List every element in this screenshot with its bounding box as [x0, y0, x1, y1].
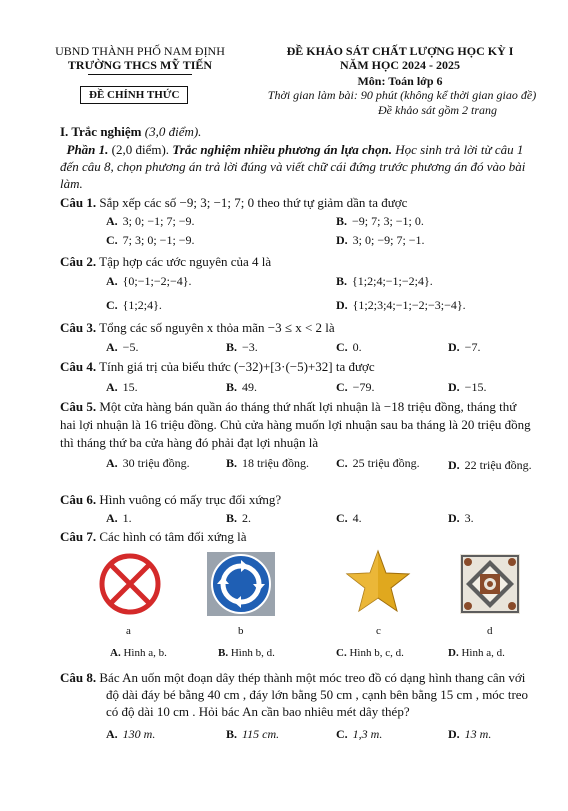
figure-label-b: b — [238, 625, 244, 637]
q1-option-c: C. 7; 3; 0; −1; −9. — [106, 233, 195, 247]
part-label: Phần 1. — [66, 142, 109, 157]
q4-label: Câu 4. — [60, 359, 97, 374]
instruction-text: Học sinh trả lời từ câu 1 đến câu 8, chọn phương án trả lời đúng và viết chữ cái đứng trước phương án đó vào bài làm. — [60, 142, 526, 191]
question-7 — [60, 529, 247, 545]
q6-text: Hình vuông có mấy trục đối xứng? — [99, 492, 282, 507]
q1-option-a: A. 3; 0; −1; 7; −9. — [106, 214, 195, 228]
q4-option-c: C. −79. — [336, 380, 375, 394]
question-8 — [60, 669, 534, 720]
question-5 — [60, 398, 532, 452]
q4-text: Tính giá trị của biểu thức (−32)+[3·(−5)+32] ta được — [99, 359, 375, 374]
q1-text: Sắp xếp các số −9; 3; −1; 7; 0 theo thứ tự giảm dần ta được — [99, 195, 408, 210]
q5-option-d: D. 22 triệu đồng. — [448, 458, 532, 472]
q7-option-b: B. Hình b, d. — [218, 647, 275, 659]
q8-option-b: B. 115 cm. — [226, 727, 280, 741]
q8-option-d: D. 13 m. — [448, 727, 492, 741]
section-points: (3,0 điểm). — [144, 124, 202, 139]
star-icon — [345, 549, 411, 615]
question-1 — [60, 195, 407, 211]
q7-label: Câu 7. — [60, 529, 97, 544]
q6-option-a: A. 1. — [106, 511, 132, 525]
roundabout-sign-icon — [207, 552, 275, 616]
authority-name: UBND THÀNH PHỐ NAM ĐỊNH — [55, 44, 225, 58]
q1-label: Câu 1. — [60, 195, 97, 210]
question-2 — [60, 254, 271, 270]
school-underline — [88, 74, 192, 75]
q1-option-d: D. 3; 0; −9; 7; −1. — [336, 233, 425, 247]
q1-option-b: B. −9; 7; 3; −1; 0. — [336, 214, 424, 228]
q5-text: Một cửa hàng bán quần áo tháng thứ nhất lợi nhuận là −18 triệu đồng, tháng thứ hai lợi nhuận là 16 triệu đồng. Chủ cửa hàng muốn lợi nhuận sau ba tháng là 20 triệu đồng thì tháng thứ ba cửa hàng đó phải đạt lợi nhuận là — [60, 399, 531, 450]
q3-option-b: B. −3. — [226, 340, 258, 354]
question-3 — [60, 320, 335, 336]
question-4 — [60, 359, 375, 375]
school-name: TRƯỜNG THCS MỸ TIẾN — [67, 58, 213, 72]
q6-option-d: D. 3. — [448, 511, 474, 525]
q6-option-c: C. 4. — [336, 511, 362, 525]
figure-label-d: d — [487, 625, 493, 637]
part-name: Trắc nghiệm nhiều phương án lựa chọn. — [172, 142, 392, 157]
q2-option-b: B. {1;2;4;−1;−2;4}. — [336, 274, 433, 288]
exam-title: ĐỀ KHẢO SÁT CHẤT LƯỢNG HỌC KỲ I — [286, 44, 514, 58]
q2-option-a: A. {0;−1;−2;−4}. — [106, 274, 192, 288]
q7-text: Các hình có tâm đối xứng là — [99, 529, 247, 544]
q5-option-b: B. 18 triệu đồng. — [226, 456, 310, 470]
q8-text: Bác An uốn một đoạn dây thép thành một móc treo đồ có dạng hình thang cân với độ dài đáy bé bằng 40 cm , đáy lớn bằng 50 cm , cạnh bên bằng 15 cm , móc treo có độ dài 10 cm . Hỏi bác An cần bao nhiêu mét dây thép? — [99, 670, 529, 719]
q6-label: Câu 6. — [60, 492, 97, 507]
q5-option-a: A. 30 triệu đồng. — [106, 456, 190, 470]
q8-label: Câu 8. — [60, 670, 97, 685]
q7-option-a: A. Hình a, b. — [110, 647, 167, 659]
q5-label: Câu 5. — [60, 399, 97, 414]
q4-option-d: D. −15. — [448, 380, 487, 394]
q2-option-c: C. {1;2;4}. — [106, 298, 162, 312]
q7-option-d: D. Hình a, d. — [448, 647, 505, 659]
q2-text: Tập hợp các ước nguyên của 4 là — [99, 254, 272, 269]
official-badge: ĐỀ CHÍNH THỨC — [80, 86, 188, 104]
q3-option-d: D. −7. — [448, 340, 481, 354]
q4-option-b: B. 49. — [226, 380, 258, 394]
subject: Môn: Toán lớp 6 — [357, 74, 443, 88]
figure-label-a: a — [126, 625, 131, 637]
part-points: (2,0 điểm). — [111, 142, 170, 157]
q4-option-a: A. 15. — [106, 380, 138, 394]
part-instruction — [60, 141, 530, 192]
q3-option-c: C. 0. — [336, 340, 362, 354]
section-title — [60, 124, 201, 140]
q3-label: Câu 3. — [60, 320, 97, 335]
duration: Thời gian làm bài: 90 phút (không kể thời gian giao đề) — [267, 88, 537, 102]
q2-label: Câu 2. — [60, 254, 97, 269]
question-6 — [60, 492, 281, 508]
ornamental-tile-icon — [460, 554, 520, 614]
q3-text: Tổng các số nguyên x thỏa mãn −3 ≤ x < 2 là — [99, 320, 335, 335]
q8-option-c: C. 1,3 m. — [336, 727, 383, 741]
q8-option-a: A. 130 m. — [106, 727, 156, 741]
q2-option-d: D. {1;2;3;4;−1;−2;−3;−4}. — [336, 298, 466, 312]
page-count: Đề khảo sát gồm 2 trang — [378, 103, 497, 117]
q7-option-c: C. Hình b, c, d. — [336, 647, 404, 659]
figure-label-c: c — [376, 625, 381, 637]
q3-option-a: A. −5. — [106, 340, 139, 354]
no-stopping-sign-icon — [98, 552, 162, 616]
q6-option-b: B. 2. — [226, 511, 252, 525]
q5-option-c: C. 25 triệu đồng. — [336, 456, 420, 470]
school-year: NĂM HỌC 2024 - 2025 — [340, 58, 460, 72]
section-title-text: I. Trắc nghiệm — [60, 124, 142, 139]
